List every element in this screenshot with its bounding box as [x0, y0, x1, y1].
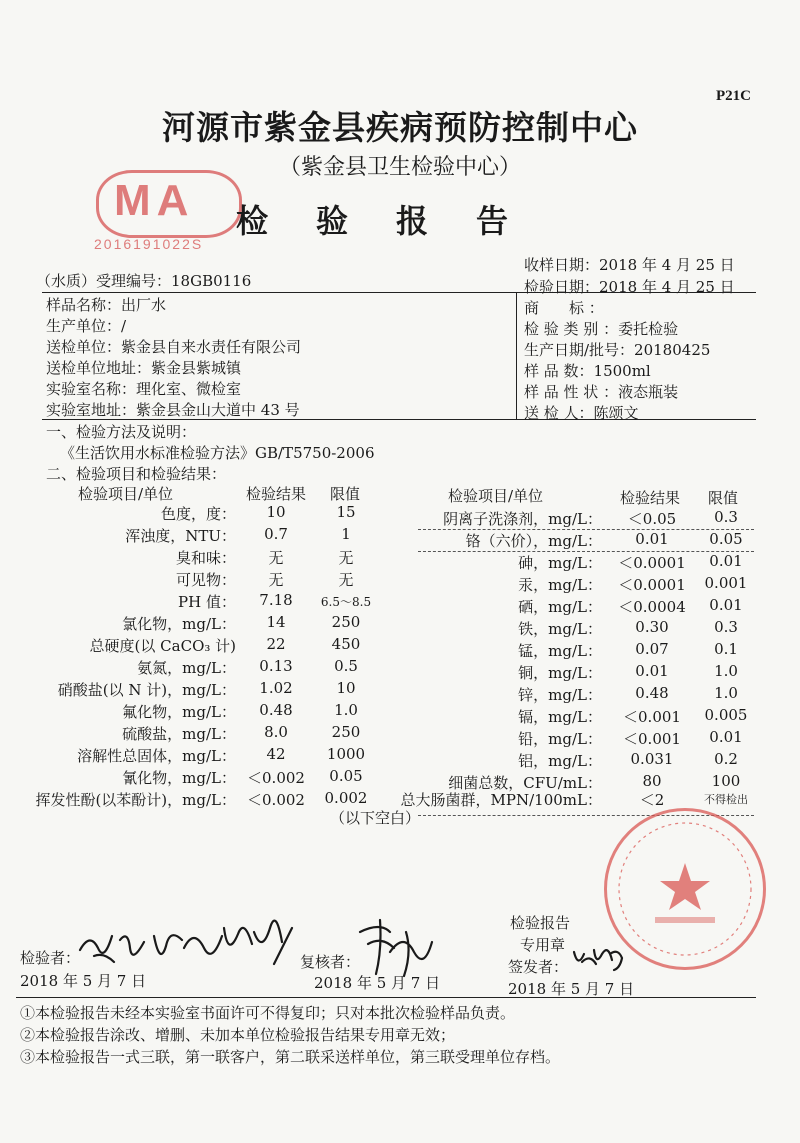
issuer-signature: [570, 944, 630, 974]
right-header-item: 检验项目/单位: [448, 487, 544, 505]
result-item: 色度，度：: [160, 505, 236, 523]
result-value: 0.07: [635, 640, 669, 658]
result-limit: 无: [338, 571, 354, 589]
result-value: 14: [266, 613, 286, 631]
result-item: 硝酸盐(以 N 计)，mg/L：: [57, 681, 236, 699]
result-item: PH 值：: [178, 593, 236, 611]
result-value: ＜0.002: [247, 769, 305, 787]
seal-star-icon: [607, 811, 763, 967]
result-item: 铁，mg/L：: [518, 620, 602, 638]
inspector-label: 检验者：: [20, 949, 81, 967]
result-value: ＜0.0001: [618, 554, 686, 572]
result-value: 0.01: [635, 662, 669, 680]
result-item: 铜，mg/L：: [518, 664, 602, 682]
trademark: 商 标 ：: [524, 299, 604, 317]
result-item: 总大肠菌群，MPN/100mL：: [400, 791, 602, 809]
submitter-address: 送检单位地址：紫金县紫城镇: [46, 359, 242, 377]
result-limit: 250: [331, 723, 361, 741]
inspector-date: 2018 年 5 月 7 日: [20, 972, 147, 990]
result-item: 氰化物，mg/L：: [122, 769, 236, 787]
note-3: ③本检验报告一式三联，第一联客户，第二联采送样单位，第三联受理单位存档。: [20, 1048, 561, 1066]
left-header-limit: 限值: [330, 485, 361, 503]
blank-note: （以下空白）: [330, 809, 421, 827]
result-value: ＜0.0004: [618, 598, 686, 616]
result-value: 无: [268, 571, 284, 589]
result-limit: 450: [331, 635, 361, 653]
result-item: 铅，mg/L：: [518, 730, 602, 748]
result-item: 浑浊度，NTU：: [125, 527, 236, 545]
section-method: 一、检验方法及说明：: [46, 423, 197, 441]
reviewer-date: 2018 年 5 月 7 日: [314, 974, 441, 992]
result-value: 0.031: [630, 750, 674, 768]
result-limit: 0.2: [714, 750, 738, 768]
result-item: 臭和味：: [175, 549, 236, 567]
result-limit: 1.0: [714, 662, 738, 680]
result-item: 氟化物，mg/L：: [122, 703, 236, 721]
result-value: ＜0.001: [623, 708, 681, 726]
result-limit: 15: [336, 503, 356, 521]
result-item: 砷，mg/L：: [518, 554, 602, 572]
result-limit: 0.01: [709, 596, 743, 614]
right-header-limit: 限值: [708, 489, 739, 507]
org-title: 河源市紫金县疾病预防控制中心: [162, 108, 638, 147]
result-value: 0.01: [635, 530, 669, 548]
issuer-date: 2018 年 5 月 7 日: [508, 980, 635, 998]
result-value: ＜0.0001: [618, 576, 686, 594]
test-date: 检验日期：2018 年 4 月 25 日: [524, 278, 735, 296]
result-value: 10: [266, 503, 286, 521]
result-value: 1.02: [259, 679, 293, 697]
sample-count: 样 品 数：1500ml: [524, 362, 651, 380]
result-limit: 0.001: [704, 574, 748, 592]
cma-letters: MA: [114, 176, 195, 225]
receive-date: 收样日期：2018 年 4 月 25 日: [524, 256, 735, 274]
result-item: 铝，mg/L：: [518, 752, 602, 770]
result-limit: 0.01: [709, 552, 743, 570]
result-item: 氯化物，mg/L：: [122, 615, 236, 633]
result-value: ＜2: [639, 791, 665, 809]
result-item: 阴离子洗涤剂，mg/L：: [443, 510, 602, 528]
method-text: 《生活饮用水标准检验方法》GB/T5750-2006: [60, 444, 375, 462]
document-code: P21C: [716, 88, 751, 104]
result-value: ＜0.001: [623, 730, 681, 748]
result-item: 汞，mg/L：: [518, 576, 602, 594]
result-item: 铬（六价），mg/L：: [465, 532, 602, 550]
result-value: ＜0.002: [247, 791, 305, 809]
lab-name: 实验室名称：理化室、微检室: [46, 380, 242, 398]
org-subtitle: （紫金县卫生检验中心）: [278, 155, 521, 180]
result-item: 细菌总数，CFU/mL：: [448, 774, 602, 792]
result-item: 硫酸盐，mg/L：: [122, 725, 236, 743]
batch-number: 生产日期/批号：20180425: [524, 341, 711, 359]
result-limit: 0.05: [329, 767, 363, 785]
result-value: 80: [642, 772, 662, 790]
result-limit: 0.002: [324, 789, 368, 807]
result-limit: 0.01: [709, 728, 743, 746]
result-item: 总硬度(以 CaCO₃ 计): [89, 637, 236, 655]
submitter-person: 送 检 人：陈颂文: [524, 404, 639, 422]
result-limit: 0.3: [714, 618, 738, 636]
seal-title-line1: 检验报告: [510, 914, 571, 932]
report-title: 检验报告: [236, 202, 557, 240]
result-limit: 不得检出: [704, 793, 748, 806]
result-limit: 0.05: [709, 530, 743, 548]
result-value: 0.30: [635, 618, 669, 636]
result-item: 可见物：: [175, 571, 236, 589]
issuer-label: 签发者：: [508, 958, 569, 976]
note-2: ②本检验报告涂改、增删、未加本单位检验报告结果专用章无效；: [20, 1026, 456, 1044]
result-limit: 6.5～8.5: [320, 595, 372, 609]
row-separator: [418, 551, 754, 552]
result-limit: 0.3: [714, 508, 738, 526]
result-limit: 10: [336, 679, 356, 697]
notes-top-line: [16, 997, 756, 998]
result-value: ＜0.05: [627, 510, 677, 528]
info-box-divider: [516, 292, 517, 419]
result-value: 0.48: [259, 701, 293, 719]
result-limit: 1.0: [334, 701, 358, 719]
result-limit: 1: [341, 525, 351, 543]
sample-state: 样 品 性 状 ：液态瓶装: [524, 383, 679, 401]
cma-number: 2016191022S: [94, 236, 204, 252]
result-limit: 0.5: [334, 657, 358, 675]
accept-number: （水质）受理编号：18GB0116: [36, 272, 252, 290]
result-value: 无: [268, 549, 284, 567]
result-value: 7.18: [259, 591, 293, 609]
result-limit: 250: [331, 613, 361, 631]
left-header-item: 检验项目/单位: [78, 485, 174, 503]
left-header-result: 检验结果: [246, 485, 307, 503]
result-value: 22: [266, 635, 286, 653]
result-value: 0.7: [264, 525, 288, 543]
result-limit: 0.1: [714, 640, 738, 658]
producer: 生产单位：/: [46, 317, 127, 335]
sample-name: 样品名称：出厂水: [46, 296, 167, 314]
result-value: 0.13: [259, 657, 293, 675]
cma-stamp: [88, 160, 246, 258]
result-item: 硒，mg/L：: [518, 598, 602, 616]
result-limit: 无: [338, 549, 354, 567]
test-type: 检 验 类 别 ：委托检验: [524, 320, 679, 338]
result-limit: 1.0: [714, 684, 738, 702]
reviewer-label: 复核者：: [300, 953, 361, 971]
result-item: 溶解性总固体，mg/L：: [77, 747, 236, 765]
note-1: ①本检验报告未经本实验室书面许可不得复印；只对本批次检验样品负责。: [20, 1004, 516, 1022]
result-item: 氨氮，mg/L：: [137, 659, 236, 677]
section-results: 二、检验项目和检验结果：: [46, 465, 227, 483]
seal-title-line2: 专用章: [520, 936, 566, 954]
result-limit: 1000: [326, 745, 366, 763]
result-item: 锰，mg/L：: [518, 642, 602, 660]
result-limit: 100: [711, 772, 741, 790]
row-separator: [418, 529, 754, 530]
result-value: 0.48: [635, 684, 669, 702]
result-limit: 0.005: [704, 706, 748, 724]
result-item: 镉，mg/L：: [518, 708, 602, 726]
info-box-top: [42, 292, 756, 293]
result-item: 挥发性酚(以苯酚计)，mg/L：: [35, 791, 236, 809]
lab-address: 实验室地址：紫金县金山大道中 43 号: [46, 401, 300, 419]
result-item: 锌，mg/L：: [518, 686, 602, 704]
submitter: 送检单位：紫金县自来水责任有限公司: [46, 338, 302, 356]
result-value: 42: [266, 745, 286, 763]
result-value: 8.0: [264, 723, 288, 741]
right-header-result: 检验结果: [620, 489, 681, 507]
